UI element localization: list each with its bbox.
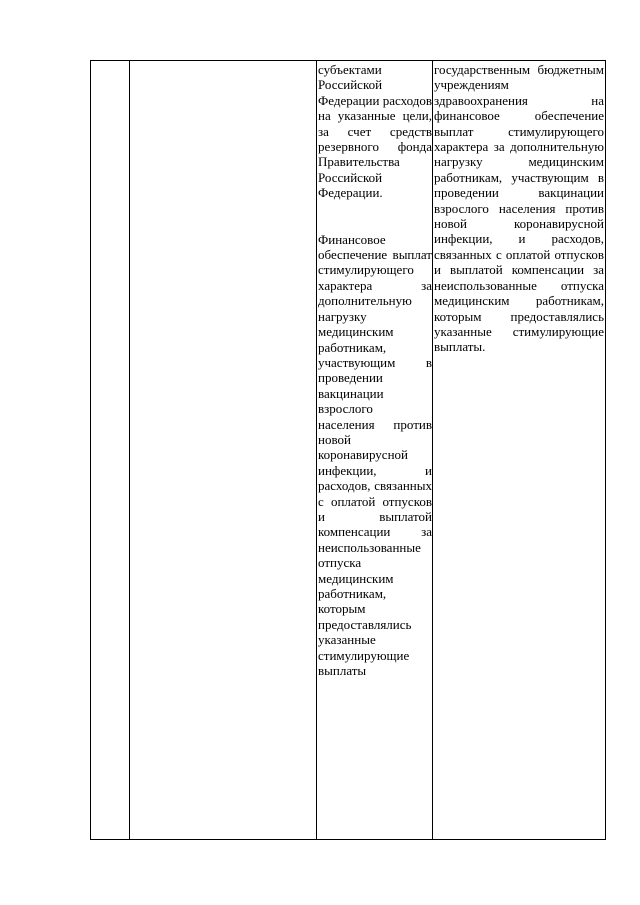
table-cell-column-4	[434, 62, 604, 355]
column-divider-2	[316, 61, 317, 839]
document-table	[90, 60, 606, 840]
column-divider-3	[432, 61, 433, 839]
column-divider-1	[129, 61, 130, 839]
cell-paragraph-1: государственным бюджетным учреждениям здравоохранения на финансовое обеспечение выплат стимулирующего характера за дополнительную нагрузку медицинским работникам, участвующим в проведении вакцинации взрослого населения против новой коронавирусной инфекции, и расходов, связанных с оплатой отпусков и выплатой компенсации за неиспользованные отпуска медицинским работникам, которым предоставлялись указанные стимулирующие выплаты.	[434, 62, 604, 355]
cell-paragraph-1: субъектами Российской Федерации расходов на указанные цели, за счет средств резервного фонда Правительства Российской Федерации.	[318, 62, 432, 201]
table-cell-column-3	[318, 62, 432, 678]
cell-paragraph-2: Финансовое обеспечение выплат стимулирующего характера за дополнительную нагрузку медицинским работникам, участвующим в проведении вакцинации взрослого населения против новой коронавирусной инфекции, и расходов, связанных с оплатой отпусков и выплатой компенсации за неиспользованные отпуска медицинским работникам, которым предоставлялись указанные стимулирующие выплаты	[318, 231, 432, 679]
